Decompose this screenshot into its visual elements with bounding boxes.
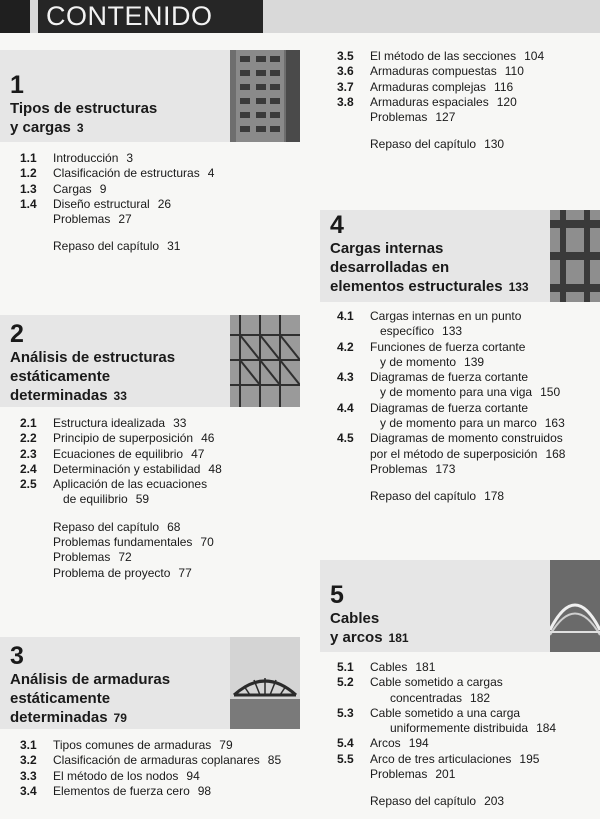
chapter-number: 2 <box>10 320 24 348</box>
chapter-number: 1 <box>10 71 24 99</box>
chapter-number: 5 <box>330 581 344 609</box>
toc-entry[interactable]: Problemas 72 <box>53 550 132 565</box>
toc-entry[interactable]: Repaso del capítulo 203 <box>370 794 505 809</box>
chapter-title: Tipos de estructuras y cargas 3 <box>10 100 158 136</box>
toc-entry[interactable]: 5.2 Cable sometido a cargas concentradas 182 <box>337 675 503 705</box>
chapter-number: 4 <box>330 211 344 239</box>
toc-entry[interactable]: 3.1 Tipos comunes de armaduras 79 <box>20 738 233 752</box>
chapter-title: Cargas internas desarrolladas en elementos estructurales 133 <box>330 240 529 295</box>
toc-entry[interactable]: 5.1 Cables 181 <box>337 660 436 674</box>
frame-structure-photo <box>550 210 600 302</box>
toc-entry[interactable]: Problemas fundamentales 70 <box>53 535 214 550</box>
toc-entry[interactable]: 2.4 Determinación y estabilidad 48 <box>20 461 222 476</box>
toc-entry[interactable]: 3.4 Elementos de fuerza cero 98 <box>20 783 212 798</box>
scaffold-photo <box>230 315 300 407</box>
chapter-title: Análisis de estructuras estáticamente determinadas 33 <box>10 349 176 404</box>
toc-entry[interactable]: 2.5 Aplicación de las ecuaciones de equilibrio 59 <box>20 477 208 507</box>
toc-entry[interactable]: 3.3 El método de los nodos 94 <box>20 768 200 783</box>
toc-entry[interactable]: 3.6 Armaduras compuestas 110 <box>337 64 524 79</box>
chapter-2-header <box>0 315 300 407</box>
chapter-number: 3 <box>10 642 24 670</box>
truss-bridge-photo <box>230 637 300 729</box>
arch-bridge-photo <box>550 560 600 652</box>
toc-entry[interactable]: Problemas 27 <box>53 212 132 227</box>
toc-entry[interactable]: 2.1 Estructura idealizada 33 <box>20 416 187 430</box>
chapter-3-continued-sections <box>337 49 597 153</box>
chapter-page: 33 <box>113 389 127 403</box>
toc-entry[interactable]: 1.1 Introducción 3 <box>20 151 134 165</box>
chapter-3-sections <box>20 738 300 799</box>
toc-entry[interactable]: 3.2 Clasificación de armaduras coplanares 85 <box>20 753 282 768</box>
building-photo <box>230 50 300 142</box>
toc-entry[interactable]: 2.2 Principio de superposición 46 <box>20 431 215 446</box>
chapter-page: 3 <box>76 121 84 135</box>
toc-entry[interactable]: 1.2 Clasificación de estructuras 4 <box>20 166 215 181</box>
toc-entry[interactable]: 5.5 Arco de tres articulaciones 195 <box>337 751 540 766</box>
toc-entry[interactable]: 1.4 Diseño estructural 26 <box>20 196 172 211</box>
toc-entry[interactable]: 2.3 Ecuaciones de equilibrio 47 <box>20 446 205 461</box>
toc-entry[interactable]: Problema de proyecto 77 <box>53 565 192 580</box>
toc-entry[interactable]: 4.3 Diagramas de fuerza cortante y de momento para una viga 150 <box>337 370 561 400</box>
chapter-page: 79 <box>113 711 127 725</box>
chapter-1-header <box>0 50 300 142</box>
chapter-title: Cables y arcos 181 <box>330 610 409 646</box>
toc-entry[interactable]: 3.5 El método de las secciones 104 <box>337 49 545 63</box>
toc-entry[interactable]: 3.7 Armaduras complejas 116 <box>337 79 514 94</box>
toc-entry[interactable]: Problemas 127 <box>370 110 456 125</box>
toc-entry[interactable]: 4.4 Diagramas de fuerza cortante y de momento para un marco 163 <box>337 400 565 431</box>
chapter-1-sections <box>20 151 290 255</box>
toc-entry[interactable]: 4.5 Diagramas de momento construidos por el método de superposición 168 <box>337 431 566 461</box>
chapter-4-sections <box>337 309 597 505</box>
chapter-2-sections <box>20 416 290 581</box>
chapter-4-header <box>320 210 600 302</box>
toc-entry[interactable]: 4.1 Cargas internas en un punto específico 133 <box>337 309 522 339</box>
toc-entry[interactable]: 5.4 Arcos 194 <box>337 736 429 751</box>
toc-entry[interactable]: 4.2 Funciones de fuerza cortante y de momento 139 <box>337 339 526 369</box>
toc-entry[interactable]: 3.8 Armaduras espaciales 120 <box>337 94 517 109</box>
chapter-page: 181 <box>388 631 409 645</box>
toc-entry[interactable]: Repaso del capítulo 31 <box>53 239 181 254</box>
page-title: CONTENIDO <box>38 0 263 33</box>
toc-entry[interactable]: 5.3 Cable sometido a una carga uniformemente distribuida 184 <box>337 705 557 736</box>
toc-entry[interactable]: Problemas 201 <box>370 767 456 782</box>
header-mark <box>0 0 30 33</box>
toc-entry[interactable]: 1.3 Cargas 9 <box>20 181 107 196</box>
toc-entry[interactable]: Repaso del capítulo 68 <box>53 519 181 534</box>
chapter-3-header <box>0 637 300 729</box>
chapter-page: 133 <box>508 280 529 294</box>
toc-entry[interactable]: Repaso del capítulo 178 <box>370 489 505 504</box>
toc-entry[interactable]: Repaso del capítulo 130 <box>370 137 505 152</box>
page-header <box>0 0 600 33</box>
chapter-title: Análisis de armaduras estáticamente determinadas 79 <box>10 671 171 726</box>
toc-entry[interactable]: Problemas 173 <box>370 461 456 476</box>
chapter-5-header <box>320 560 600 652</box>
chapter-5-sections <box>337 660 597 810</box>
